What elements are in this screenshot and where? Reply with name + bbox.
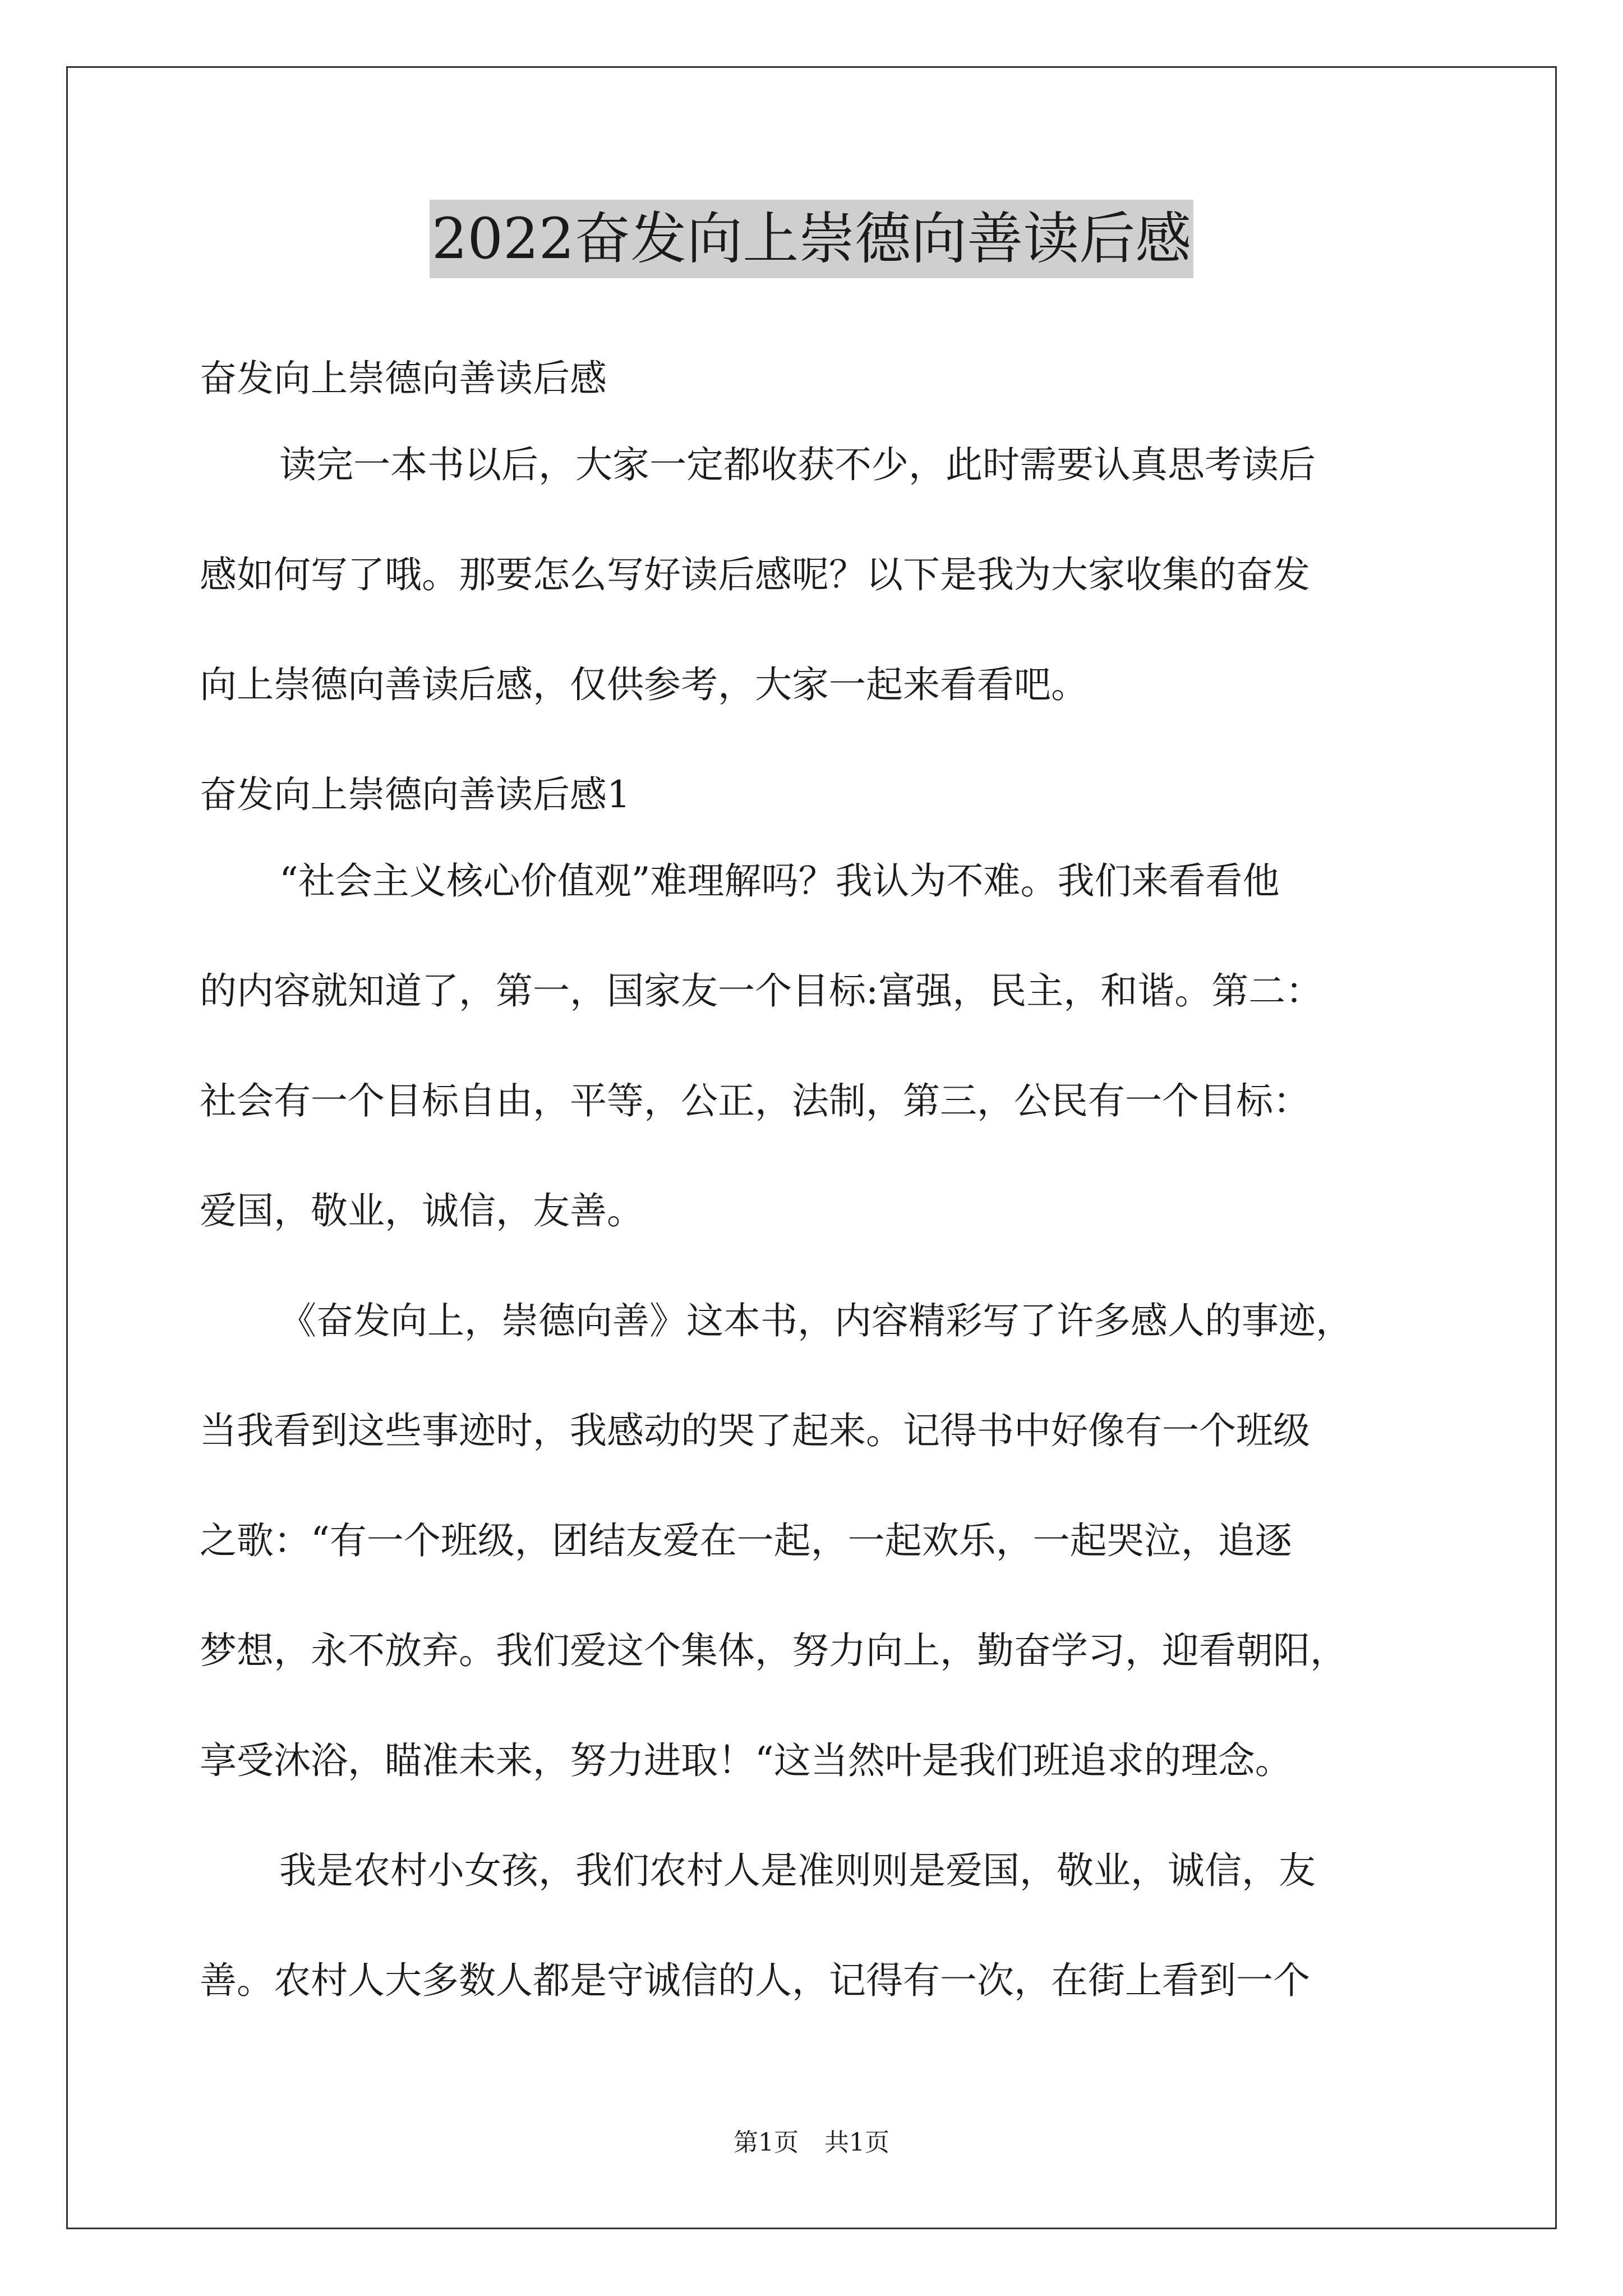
paragraph-line: 享受沐浴，瞄准未来，努力进取！“这当然叶是我们班追求的理念。 [200, 1739, 1292, 1782]
title-wrap [0, 200, 1623, 278]
paragraph-line: 之歌：“有一个班级，团结友爱在一起，一起欢乐，一起哭泣，追逐 [200, 1519, 1292, 1562]
paragraph-line: 读完一本书以后，大家一定都收获不少，此时需要认真思考读后 [279, 443, 1316, 486]
page-footer [0, 2126, 1623, 2160]
paragraph-line: 善。农村人大多数人都是守诚信的人，记得有一次，在街上看到一个 [200, 1959, 1310, 2002]
paragraph-line: 我是农村小女孩，我们农村人是准则则是爱国，敬业，诚信，友 [279, 1849, 1316, 1892]
paragraph-line: 当我看到这些事迹时，我感动的哭了起来。记得书中好像有一个班级 [200, 1409, 1310, 1452]
paragraph-line: 爱国，敬业，诚信，友善。 [200, 1189, 644, 1232]
page-total: 共1页 [824, 2128, 889, 2157]
paragraph-line: 《奋发向上，崇德向善》这本书，内容精彩写了许多感人的事迹， [279, 1299, 1353, 1342]
paragraph-line: 的内容就知道了，第一，国家友一个目标:富强，民主，和谐。第二： [200, 969, 1323, 1013]
paragraph-line: 梦想，永不放弃。我们爱这个集体，努力向上，勤奋学习，迎看朝阳， [200, 1629, 1347, 1672]
document-body [200, 348, 1433, 2060]
paragraph-line: “社会主义核心价值观”难理解吗？我认为不难。我们来看看他 [279, 859, 1280, 903]
page-number: 第1页 [734, 2128, 799, 2157]
section-heading: 奋发向上崇德向善读后感 [200, 357, 607, 400]
document-title: 2022奋发向上崇德向善读后感 [430, 200, 1194, 278]
paragraph-line: 社会有一个目标自由，平等，公正，法制，第三，公民有一个目标： [200, 1079, 1310, 1122]
paragraph-line: 感如何写了哦。那要怎么写好读后感呢？以下是我为大家收集的奋发 [200, 553, 1310, 596]
section-heading: 奋发向上崇德向善读后感1 [200, 773, 630, 816]
paragraph-line: 向上崇德向善读后感，仅供参考，大家一起来看看吧。 [200, 663, 1088, 706]
